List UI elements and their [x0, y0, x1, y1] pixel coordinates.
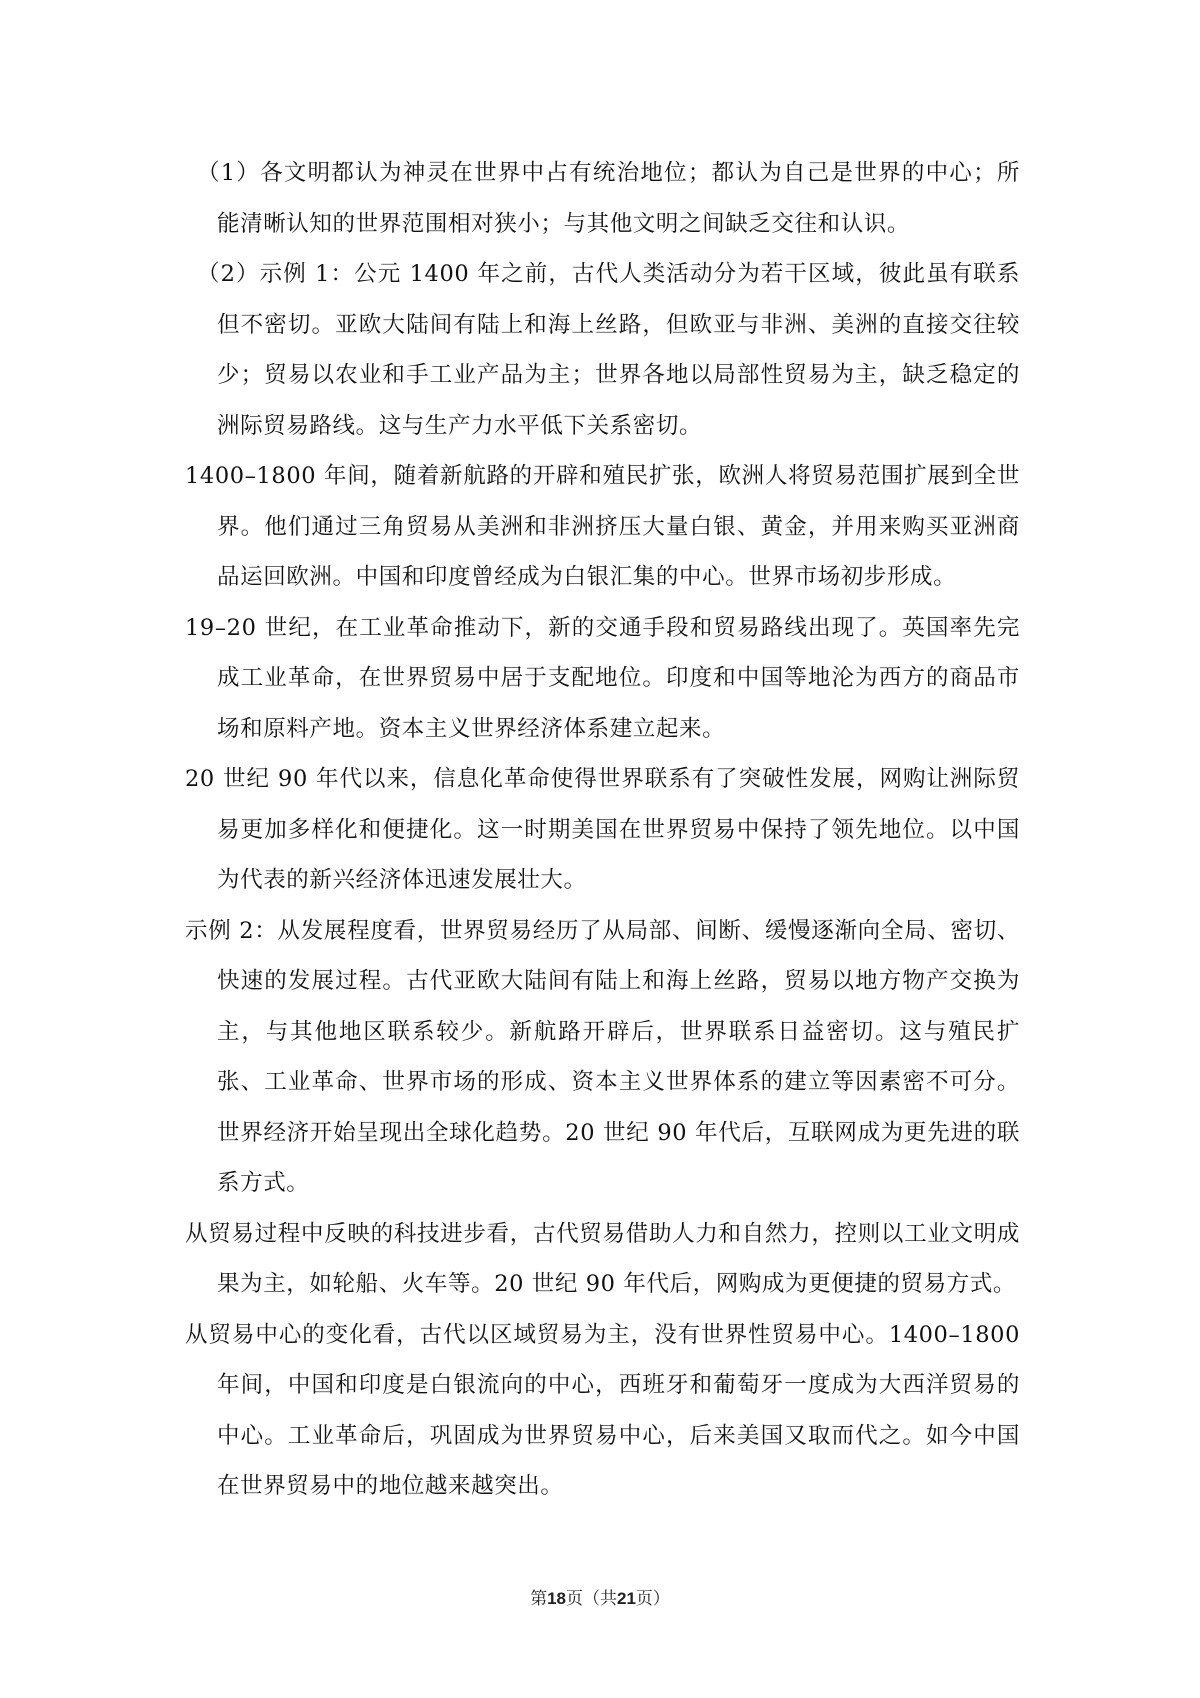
paragraph-technology: 从贸易过程中反映的科技进步看，古代贸易借助人力和自然力，控则以工业文明成果为主，如轮船、火车等。20 世纪 90 年代后，网购成为更便捷的贸易方式。 [185, 1220, 1020, 1297]
page-number: 18 [547, 1589, 566, 1608]
paragraph-example-2: 示例 2：从发展程度看，世界贸易经历了从局部、间断、缓慢逐渐向全局、密切、快速的发展过程。古代亚欧大陆间有陆上和海上丝路，贸易以地方物产交换为主，与其他地区联系较少。新航路开辟后，世界联系日益密切。这与殖民扩张、工业革命、世界市场的形成、资本主义世界体系的建立等因素密不可分。世界经济开始呈现出全球化趋势。20 世纪 90 年代后，互联网成为更先进的联系方式。 [185, 917, 1020, 1196]
paragraph-19-20-century: 19–20 世纪，在工业革命推动下，新的交通手段和贸易路线出现了。英国率先完成工业革命，在世界贸易中居于支配地位。印度和中国等地沦为西方的商品市场和原料产地。资本主义世界经济体系建立起来。 [185, 614, 1020, 742]
footer-prefix: 第 [530, 1589, 548, 1609]
paragraph-1400-1800: 1400–1800 年间，随着新航路的开辟和殖民扩张，欧洲人将贸易范围扩展到全世界。他们通过三角贸易从美洲和非洲挤压大量白银、黄金，并用来购买亚洲商品运回欧洲。中国和印度曾经成为白银汇集的中心。世界市场初步形成。 [185, 463, 1020, 590]
footer-middle: 页（共 [566, 1589, 617, 1609]
answer-part-1: （1）各文明都认为神灵在世界中占有统治地位；都认为自己是世界的中心；所能清晰认知的世界范围相对狭小；与其他文明之间缺乏交往和认识。 [197, 160, 1020, 237]
footer-suffix: 页） [635, 1589, 670, 1609]
answer-body [185, 148, 1020, 1512]
total-pages: 21 [617, 1589, 636, 1608]
paragraph-1990s: 20 世纪 90 年代以来，信息化革命使得世界联系有了突破性发展，网购让洲际贸易更加多样化和便捷化。这一时期美国在世界贸易中保持了领先地位。以中国为代表的新兴经济体迅速发展壮大。 [185, 766, 1020, 893]
page-footer [0, 1584, 1200, 1609]
paragraph-trade-center: 从贸易中心的变化看，古代以区域贸易为主，没有世界性贸易中心。1400–1800 年间，中国和印度是白银流向的中心，西班牙和葡萄牙一度成为大西洋贸易的中心。工业革命后，巩固成为世界贸易中心，后来美国又取而代之。如今中国在世界贸易中的地位越来越突出。 [185, 1321, 1020, 1499]
answer-part-2-example-1: （2）示例 1：公元 1400 年之前，古代人类活动分为若干区域，彼此虽有联系但不密切。亚欧大陆间有陆上和海上丝路，但欧亚与非洲、美洲的直接交往较少；贸易以农业和手工业产品为主；世界各地以局部性贸易为主，缺乏稳定的洲际贸易路线。这与生产力水平低下关系密切。 [197, 261, 1020, 439]
